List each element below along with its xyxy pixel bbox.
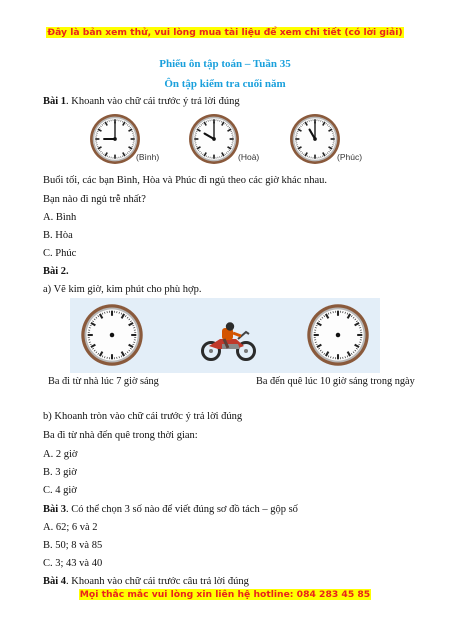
bai1-label: Bài 1 (43, 96, 67, 107)
clock-binh (89, 113, 141, 170)
worksheet-subtitle: Ôn tập kiểm tra cuối năm (164, 78, 286, 90)
bai2-option-b[interactable]: B. 3 giờ (43, 467, 77, 478)
clock-icon (289, 113, 341, 170)
bai3-option-b[interactable]: B. 50; 8 và 85 (43, 540, 103, 551)
caption-depart: Ba đi từ nhà lúc 7 giờ sáng (48, 376, 159, 387)
bai1-option-a[interactable]: A. Bình (43, 212, 77, 223)
worksheet-title: Phiếu ôn tập toán – Tuần 35 (159, 58, 291, 70)
bai1-prompt: . Khoanh vào chữ cái trước ý trả lời đúng (66, 96, 240, 107)
motorbike-icon (200, 322, 258, 367)
clock-icon (80, 303, 144, 372)
bai2-option-a[interactable]: A. 2 giờ (43, 449, 78, 460)
clock-label-phuc: (Phúc) (337, 152, 363, 162)
clock-hoa (188, 113, 240, 170)
bai3-option-a[interactable]: A. 62; 6 và 2 (43, 522, 98, 533)
bai3-heading (43, 504, 298, 515)
bai1-option-c[interactable]: C. Phúc (43, 248, 77, 259)
bai2-heading (43, 266, 69, 277)
bai2-part-a: a) Vẽ kim giờ, kim phút cho phù hợp. (43, 284, 202, 295)
bai4-label: Bài 4 (43, 576, 67, 587)
bai2-question: Ba đi từ nhà đến quê trong thời gian: (43, 430, 198, 441)
clock-label-binh: (Bình) (136, 152, 160, 162)
bai3-option-c[interactable]: C. 3; 43 và 40 (43, 558, 103, 569)
preview-banner: Đây là bản xem thử, vui lòng mua tài liệu để xem chi tiết (có lời giải) (47, 27, 403, 38)
bai4-prompt: . Khoanh vào chữ cái trước câu trả lời đúng (66, 576, 249, 587)
bai2-part-b: b) Khoanh tròn vào chữ cái trước ý trả lời đúng (43, 411, 243, 422)
clock-label-hoa: (Hoà) (238, 152, 260, 162)
bai4-heading (43, 576, 249, 587)
hotline-banner: Mọi thắc mắc vui lòng xin liên hệ hotline: 084 283 45 85 (79, 589, 371, 600)
clock-icon (188, 113, 240, 170)
bai1-text: Buổi tối, các bạn Bình, Hòa và Phúc đi ngủ theo các giờ khác nhau. (43, 175, 328, 186)
clock-blank-right[interactable] (306, 303, 370, 372)
caption-arrive: Ba đến quê lúc 10 giờ sáng trong ngày (256, 376, 415, 387)
clock-icon (306, 303, 370, 372)
bai2-label: Bài 2. (43, 266, 69, 277)
bai1-question: Bạn nào đi ngủ trễ nhất? (43, 194, 146, 205)
bai3-label: Bài 3 (43, 504, 67, 515)
clock-icon (89, 113, 141, 170)
clock-blank-left[interactable] (80, 303, 144, 372)
bai1-heading (43, 96, 240, 107)
clock-phuc (289, 113, 341, 170)
bai2-option-c[interactable]: C. 4 giờ (43, 485, 77, 496)
bai3-prompt: . Có thể chọn 3 số nào để viết đúng sơ đồ tách – gộp số (66, 504, 298, 515)
bai1-option-b[interactable]: B. Hòa (43, 230, 73, 241)
